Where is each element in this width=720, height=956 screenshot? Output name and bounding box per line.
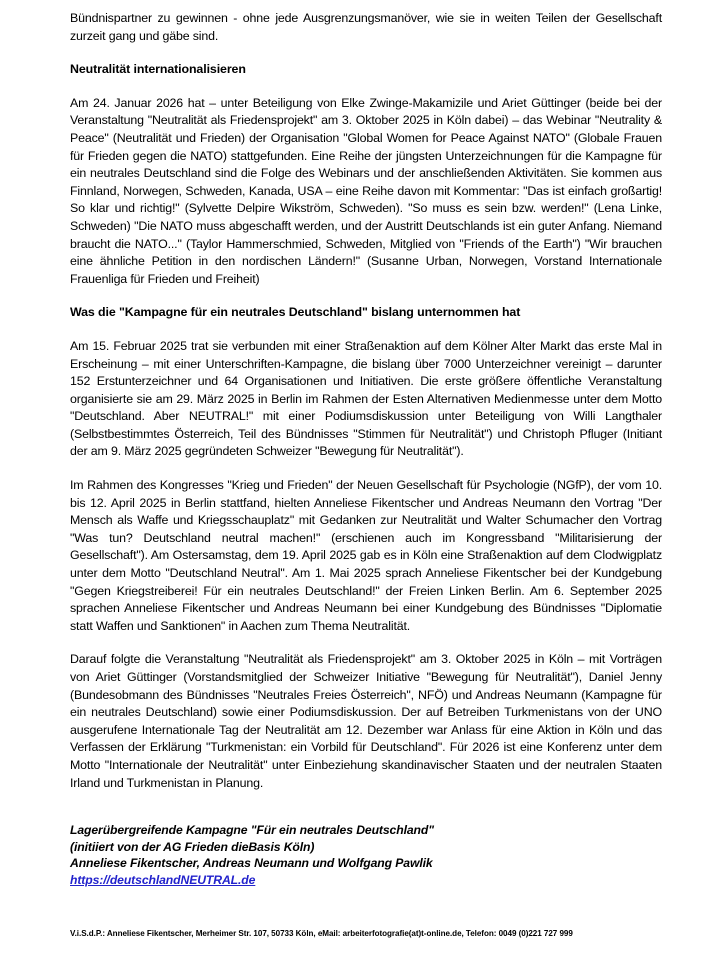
paragraph-kongress-krieg-und-frieden: Im Rahmen des Kongresses "Krieg und Frieden" der Neuen Gesellschaft für Psychologie (NGfP), der vom 10. bis 12. April 2025 in Berlin stattfand, hielten Anneliese Fikentscher und Andreas Neumann den Vortrag "Der Mensch als Waffe und Kriegsschauplatz" mit Gedanken zur Neutralität und Walter Schumacher den Vortrag "Was tun? Deutschland neutral machen!" (erschienen auch im Kongressband "Militarisierung der Gesellschaft"). Am Ostersamstag, dem 19. April 2025 gab es in Köln eine Straßenaktion auf dem Clodwigplatz unter dem Motto "Deutschland Neutral". Am 1. Mai 2025 sprach Anneliese Fikentscher bei der Kundgebung "Gegen Kriegstreiberei! Für ein neutrales Deutschland!" der Freien Linken Berlin. Am 6. September 2025 sprachen Anneliese Fikentscher und Andreas Neumann bei einer Kundgebung des Bündnisses "Diplomatie statt Waffen und Sanktionen" in Aachen zum Thema Neutralität. bbox=[70, 478, 662, 633]
paragraph-bislang-unternommen: Am 15. Februar 2025 trat sie verbunden mit einer Straßenaktion auf dem Kölner Alter Markt das erste Mal in Erscheinung – mit einer Unterschriften-Kampagne, die bislang über 7000 Unterzeichner vereinigt – darunter 152 Erstunterzeichner und 64 Organisationen und Initiativen. Die erste größere öffentliche Veranstaltung organisierte sie am 29. März 2025 in Berlin im Rahmen der Esten Alternativen Medienmesse unter dem Motto "Deutschland. Aber NEUTRAL!" mit einer Podiumsdiskussion unter Beteiligung von Willi Langthaler (Selbstbestimmtes Österreich, Teil des Bündnisses "Stimmen für Neutralität") und Christoph Pfluger (Initiant der am 9. März 2025 gegründeten Schweizer "Bewegung für Neutralität"). bbox=[70, 338, 662, 459]
campaign-website-link[interactable]: https://deutschlandNEUTRAL.de bbox=[70, 872, 256, 887]
heading-neutralitaet-internationalisieren: Neutralität internationalisieren bbox=[70, 62, 246, 77]
heading-kampagne-bislang: Was die "Kampagne für ein neutrales Deutschland" bislang unternommen hat bbox=[70, 305, 521, 320]
footer-imprint: V.i.S.d.P.: Anneliese Fikentscher, Merheimer Str. 107, 50733 Köln, eMail: arbeiterfotografie(at)t-online.de, Telefon: 0049 (0)221 727 999 bbox=[70, 929, 573, 938]
paragraph-darauf-folgte: Darauf folgte die Veranstaltung "Neutralität als Friedensprojekt" am 3. Oktober 2025 in Köln – mit Vorträgen von Ariet Güttinger (Vorstandsmitglied der Schweizer Initiative "Bewegung für Neutralität"), Daniel Jenny (Bundesobmann des Bündnisses "Neutrales Freies Österreich", NFÖ) und Andreas Neumann (Kampagne für ein neutrales Deutschland) sowie einer Podiumsdiskussion. Der auf Betreiben Turkmenistans von der UNO ausgerufene Internationale Tag der Neutralität am 12. Dezember war Anlass für eine Aktion in Köln und das Verfassen der Erklärung "Turkmenistan: ein Vorbild für Deutschland". Für 2026 ist eine Konferenz unter dem Motto "Internationale der Neutralität" unter Einbeziehung skandinavischer Staaten und der neutralen Staaten Irland und Turkmenistan in Planung. bbox=[70, 652, 662, 790]
signature-campaign-name: Lagerübergreifende Kampagne "Für ein neutrales Deutschland" bbox=[70, 823, 434, 838]
signature-initiator: (initiiert von der AG Frieden dieBasis Köln) bbox=[70, 839, 315, 854]
signature-authors: Anneliese Fikentscher, Andreas Neumann und Wolfgang Pawlik bbox=[70, 856, 433, 871]
paragraph-intro-continuation: Bündnispartner zu gewinnen - ohne jede Ausgrenzungsmanöver, wie sie in weiten Teilen der Gesellschaft zurzeit gang und gäbe sind. bbox=[70, 11, 662, 43]
signature-block bbox=[70, 822, 662, 888]
paragraph-webinar: Am 24. Januar 2026 hat – unter Beteiligung von Elke Zwinge-Makamizile und Ariet Güttinger (beide bei der Veranstaltung "Neutralität als Friedensprojekt" am 3. Oktober 2025 in Köln dabei) – das Webinar "Neutrality & Peace" (Neutralität und Frieden) der Organisation "Global Women for Peace Against NATO" (Globale Frauen für Frieden gegen die NATO) stattgefunden. Eine Reihe der jüngsten Unterzeichnungen für die Kampagne für ein neutrales Deutschland sind die Folge des Webinars und der anschließenden Aktivitäten. Sie kommen aus Finnland, Norwegen, Schweden, Kanada, USA – eine Reihe davon mit Kommentar: "Das ist einfach großartig! So klar und richtig!" (Sylvette Delpire Wikström, Schweden). "So muss es sein bzw. werden!" (Lena Linke, Schweden) "Die NATO muss abgeschafft werden, und der Austritt Deutschlands ist ein guter Anfang. Niemand braucht die NATO..." (Taylor Hammerschmied, Schweden, Mitglied von "Friends of the Earth") "Wir brauchen eine ähnliche Petition in den nordischen Ländern!" (Susanne Urban, Norwegen, Vorstand Internationale Frauenliga für Frieden und Freiheit) bbox=[70, 95, 662, 286]
